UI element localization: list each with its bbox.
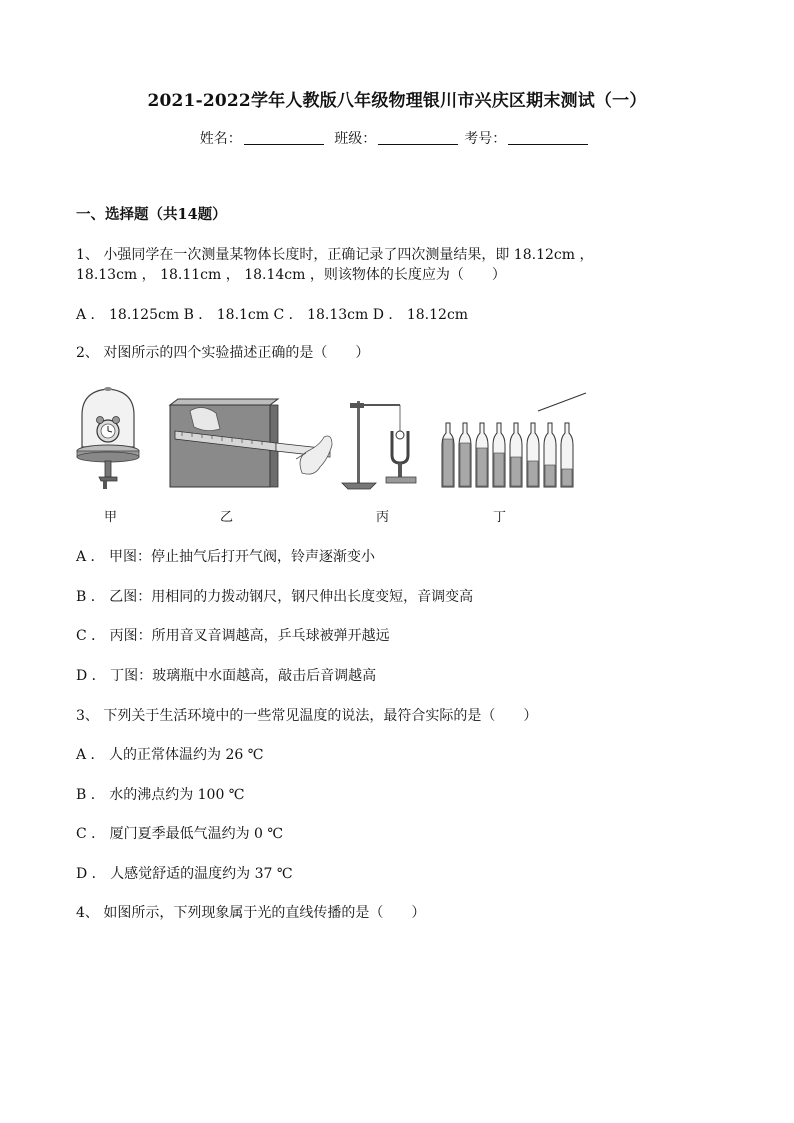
bell-jar-figure	[77, 387, 139, 489]
q3-option-d: D ． 人感觉舒适的温度约为 37 ℃	[76, 866, 293, 882]
caption-jia: 甲	[104, 510, 118, 525]
name-label: 姓名：	[199, 131, 242, 147]
exam-no-blank[interactable]	[508, 130, 588, 145]
student-info-row	[0, 128, 794, 148]
q2-stem: 2、 对图所示的四个实验描述正确的是（ ）	[76, 345, 370, 361]
bottles-figure	[442, 393, 586, 487]
caption-bing: 丙	[376, 510, 390, 525]
q2-option-d: D ． 丁图：玻璃瓶中水面越高，敲击后音调越高	[76, 668, 377, 684]
q1-stem-line2: 18.13cm ， 18.11cm ， 18.14cm ，则该物体的长度应为（ ）	[76, 267, 506, 283]
tuning-fork-figure	[342, 401, 416, 489]
caption-yi: 乙	[220, 510, 234, 525]
q3-option-a: A ． 人的正常体温约为 26 ℃	[76, 747, 264, 763]
section-title: 一、选择题（共14题）	[76, 206, 227, 223]
q2-option-b: B ． 乙图：用相同的力拨动钢尺，钢尺伸出长度变短，音调变高	[76, 589, 474, 605]
q4-stem: 4、 如图所示，下列现象属于光的直线传播的是（ ）	[76, 905, 426, 921]
ruler-table-figure	[170, 399, 332, 487]
q1-stem-line1: 1、 小强同学在一次测量某物体长度时，正确记录了四次测量结果，即 18.12cm ，	[76, 247, 594, 263]
caption-ding: 丁	[493, 510, 507, 525]
class-blank[interactable]	[378, 130, 458, 145]
q2-figure-strip	[70, 385, 600, 495]
q3-option-c: C ． 厦门夏季最低气温约为 0 ℃	[76, 826, 284, 842]
q3-option-b: B ． 水的沸点约为 100 ℃	[76, 787, 245, 803]
q2-option-a: A ． 甲图：停止抽气后打开气阀，铃声逐渐变小	[76, 549, 376, 565]
name-blank[interactable]	[244, 130, 324, 145]
class-label: 班级：	[334, 131, 377, 147]
page-title: 2021-2022学年人教版八年级物理银川市兴庆区期末测试（一）	[147, 91, 647, 111]
exam-no-label: 考号：	[464, 131, 507, 147]
q1-options: A ． 18.125cm B ． 18.1cm C ． 18.13cm D ． 18.12cm	[76, 307, 469, 323]
q3-stem: 3、 下列关于生活环境中的一些常见温度的说法，最符合实际的是（ ）	[76, 708, 538, 724]
q2-option-c: C ． 丙图：所用音叉音调越高，乒乓球被弹开越远	[76, 628, 390, 644]
